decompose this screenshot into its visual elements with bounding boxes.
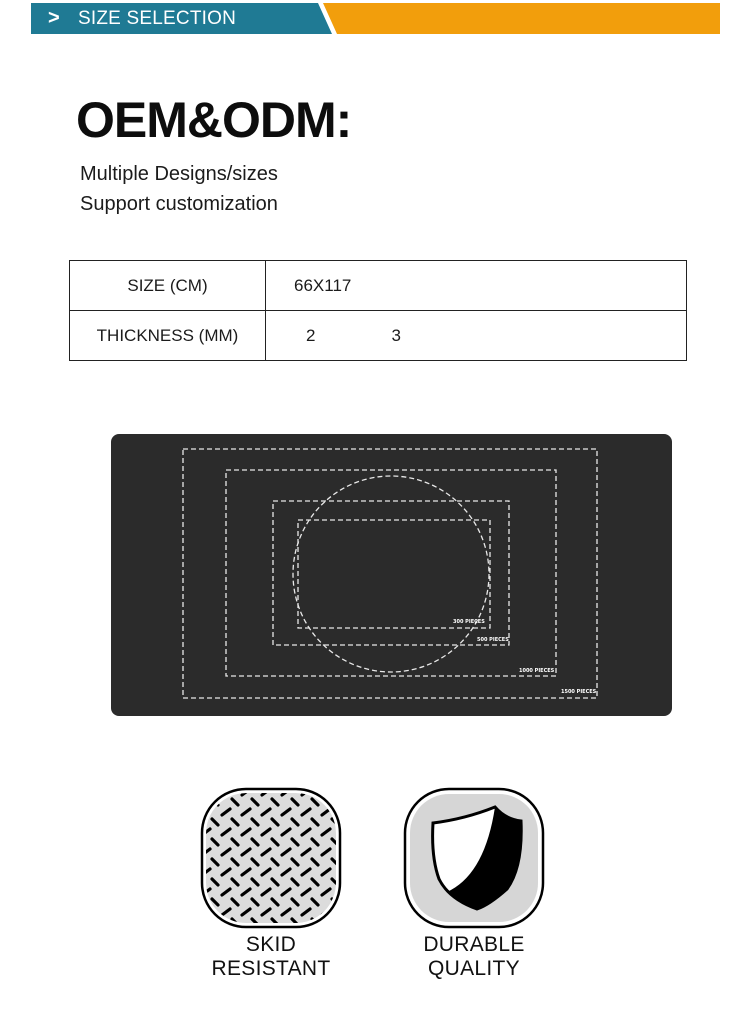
feature-label-line: SKID bbox=[245, 933, 297, 956]
spec-table bbox=[69, 260, 687, 361]
feature-label bbox=[394, 933, 554, 981]
feature-label-line: QUALITY bbox=[428, 957, 520, 980]
feature-label-line: RESISTANT bbox=[211, 957, 331, 980]
mat-surface bbox=[111, 434, 672, 716]
shield-icon bbox=[403, 787, 545, 929]
size-label: SIZE (CM) bbox=[70, 261, 266, 311]
mat-label-300: 300 PIECES bbox=[453, 619, 485, 625]
feature-durable-quality bbox=[394, 787, 554, 981]
puzzle-mat-image bbox=[111, 434, 672, 716]
mat-label-500: 500 PIECES bbox=[477, 637, 509, 643]
section-banner bbox=[31, 3, 720, 34]
size-value: 66X117 bbox=[266, 261, 687, 311]
thickness-label: THICKNESS (MM) bbox=[70, 311, 266, 361]
subtitle-line: Support customization bbox=[80, 193, 278, 215]
thickness-value: 3 bbox=[391, 325, 401, 345]
page-title: OEM&ODM: bbox=[76, 92, 352, 148]
feature-label-line: DURABLE bbox=[423, 933, 525, 956]
diamond-plate-icon bbox=[200, 787, 342, 929]
subtitle-line: Multiple Designs/sizes bbox=[80, 163, 278, 185]
feature-skid-resistant bbox=[191, 787, 351, 981]
table-row-size bbox=[70, 261, 687, 311]
thickness-values bbox=[266, 311, 687, 361]
mat-label-1500: 1500 PIECES bbox=[561, 689, 597, 695]
thickness-value: 2 bbox=[306, 325, 316, 345]
mat-label-1000: 1000 PIECES bbox=[519, 668, 555, 674]
banner-title: SIZE SELECTION bbox=[78, 8, 237, 29]
chevron-right-icon: > bbox=[48, 7, 60, 29]
feature-label bbox=[191, 933, 351, 981]
table-row-thickness bbox=[70, 311, 687, 361]
